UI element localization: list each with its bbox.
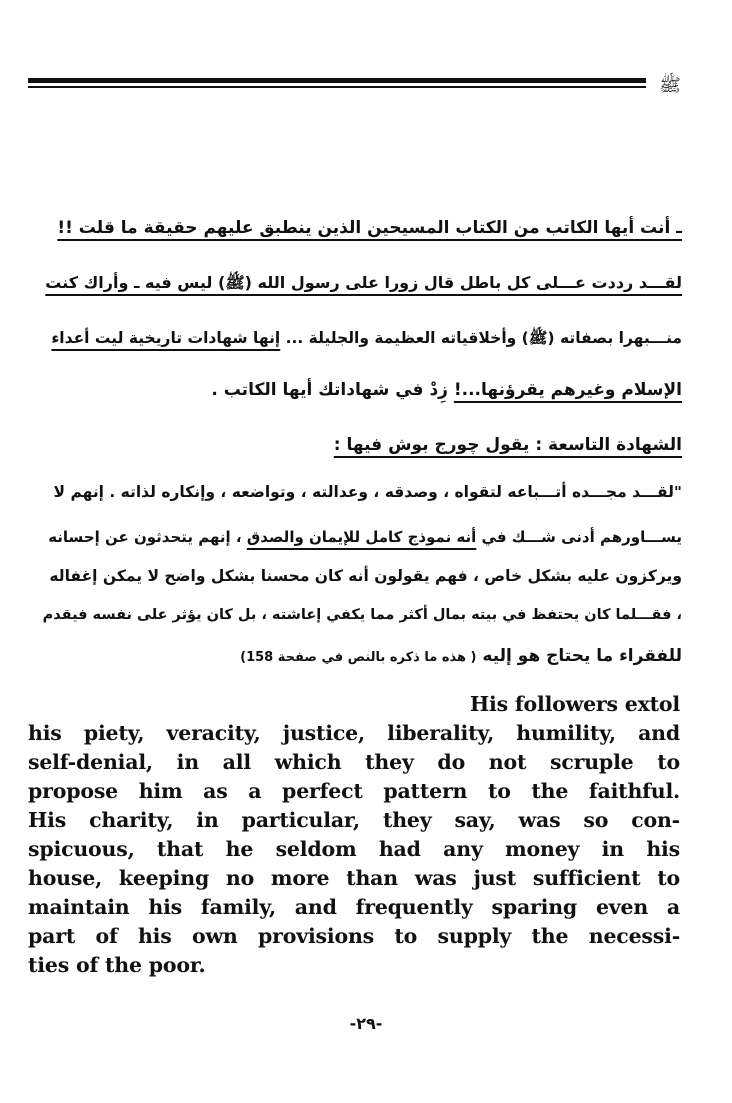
quote-line-2: [42, 522, 682, 552]
arabic-line-4-a: الإسلام وغيرهم يقرؤنها...!: [453, 380, 682, 400]
quote-line-2-a: يســـاورهم أدنى شـــك في: [476, 528, 682, 546]
english-line-10: ties of the poor.: [28, 953, 206, 977]
english-line-7: house, keeping no more than was just sufficient to: [28, 866, 680, 890]
page-number: -٢٩-: [349, 1014, 383, 1033]
quote-line-5-a: للفقراء ما يحتاج هو إليه: [476, 646, 682, 666]
english-line-4: propose him as a perfect pattern to the faithful.: [28, 779, 680, 803]
quote-line-1: "لقـــد مجـــده أتـــباعه لتقواه ، وصدقه ، وعدالته ، وتواضعه ، وإنكاره لذاته . إنهم لا: [53, 483, 682, 501]
quote-line-3: ويركزون عليه بشكل خاص ، فهم يقولون أنه كان محسنا بشكل واضح لا يمكن إغفاله: [49, 567, 682, 585]
header-rule: [28, 78, 646, 92]
english-line-2: his piety, veracity, justice, liberality, humility, and: [28, 721, 680, 745]
arabic-line-3-b: إنها شهادات تاريخية ليت أعداء: [51, 329, 281, 347]
english-line-5: His charity, in particular, they say, was so con-: [28, 808, 680, 832]
arabic-line-3: [42, 323, 682, 353]
quote-line-2-c: ، إنهم يتحدثون عن إحسانه: [48, 528, 247, 546]
arabic-line-2: لقـــد رددت عـــلى كل باطل قال زورا على رسول الله (ﷺ) ليس فيه ـ وأراك كنت: [45, 273, 682, 292]
quote-line-5: [42, 641, 682, 673]
arabic-line-4: [42, 375, 682, 405]
english-line-9: part of his own provisions to supply the necessi-: [28, 924, 680, 948]
arabic-line-3-a: منـــبهرا بصفاته (ﷺ) وأخلاقياته العظيمة والجليلة ...: [280, 329, 682, 347]
english-line-8: maintain his family, and frequently sparing even a: [28, 895, 680, 919]
salawat-emblem: ﷺ: [659, 75, 681, 96]
english-line-1: His followers extol: [469, 692, 680, 716]
quote-line-2-b: أنه نموذج كامل للإيمان والصدق: [246, 528, 477, 546]
english-line-3: self-denial, in all which they do not scruple to: [28, 750, 680, 774]
header-rule-thin: [28, 86, 646, 88]
quote-citation: ( هذه ما ذكره بالنص في صفحة 158): [240, 650, 477, 665]
quote-line-4: ، فقـــلما كان يحتفظ في بيته بمال أكثر مما يكفي إعاشته ، بل كان يؤثر على نفسه فيقدم: [42, 607, 682, 623]
arabic-line-4-b: زِدْ في شهاداتك أيها الكاتب .: [211, 380, 454, 400]
arabic-line-1: ـ أنت أيها الكاتب من الكتاب المسيحين الذين ينطبق عليهم حقيقة ما قلت !!: [57, 218, 682, 238]
english-line-6: spicuous, that he seldom had any money in his: [28, 837, 680, 861]
header-rule-thick: [28, 78, 646, 83]
testimony-heading: الشهادة التاسعة : يقول چورج بوش فيها :: [333, 435, 682, 455]
